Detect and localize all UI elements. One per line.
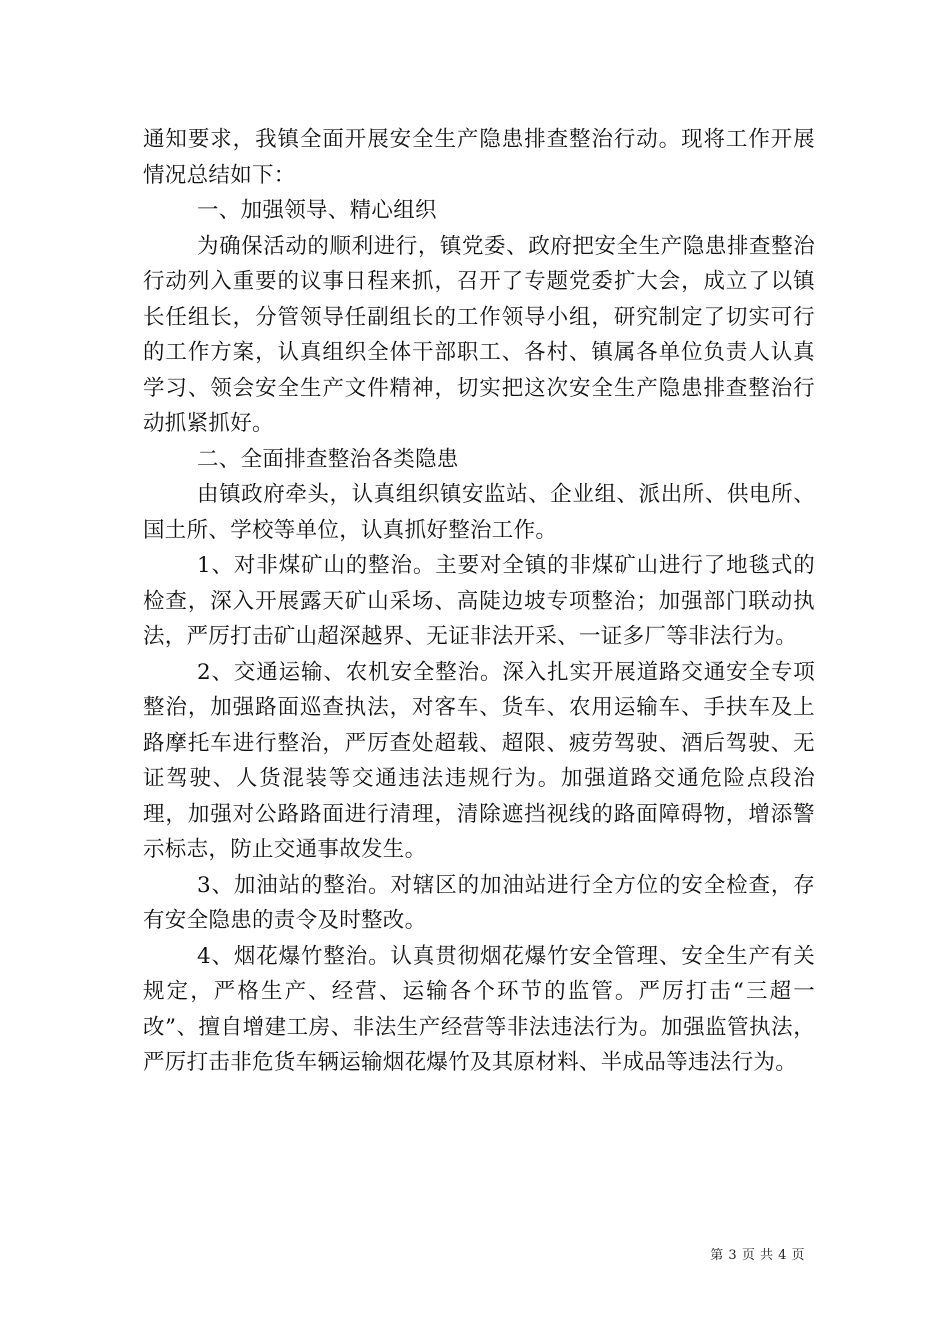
section-2-paragraph: 由镇政府牵头，认真组织镇安监站、企业组、派出所、供电所、国土所、学校等单位，认真抓好整治工作。: [143, 482, 815, 543]
item-4-paragraph: 4、烟花爆竹整治。认真贯彻烟花爆竹安全管理、安全生产有关规定，严格生产、经营、运输各个环节的监管。严厉打击“三超一改”、擅自增建工房、非法生产经营等非法违法行为。加强监管执法，严厉打击非危货车辆运输烟花爆竹及其原材料、半成品等违法行为。: [143, 943, 815, 1075]
document-body: [143, 122, 815, 1081]
intro-paragraph: 通知要求，我镇全面开展安全生产隐患排查整治行动。现将工作开展情况总结如下：: [143, 127, 815, 188]
item-2-paragraph: 2、交通运输、农机安全整治。深入扎实开展道路交通安全专项整治，加强路面巡查执法，对客车、货车、农用运输车、手扶车及上路摩托车进行整治，严厉查处超载、超限、疲劳驾驶、酒后驾驶、无证驾驶、人货混装等交通违法违规行为。加强道路交通危险点段治理，加强对公路路面进行清理，清除遮挡视线的路面障碍物，增添警示标志，防止交通事故发生。: [143, 659, 815, 862]
item-3-paragraph: 3、加油站的整治。对辖区的加油站进行全方位的安全检查，存有安全隐患的责令及时整改。: [143, 872, 815, 933]
page-number: 第 3 页 共 4 页: [710, 1248, 805, 1263]
section-heading-2: 二、全面排查整治各类隐患: [197, 446, 459, 472]
item-1-paragraph: 1、对非煤矿山的整治。主要对全镇的非煤矿山进行了地毯式的检查，深入开展露天矿山采场、高陡边坡专项整治；加强部门联动执法，严厉打击矿山超深越界、无证非法开采、一证多厂等非法行为。: [143, 553, 815, 649]
section-heading-1: 一、加强领导、精心组织: [197, 198, 437, 223]
section-1-paragraph: 为确保活动的顺利进行，镇党委、政府把安全生产隐患排查整治行动列入重要的议事日程来抓，召开了专题党委扩大会，成立了以镇长任组长，分管领导任副组长的工作领导小组，研究制定了切实可行的工作方案，认真组织全体干部职工、各村、镇属各单位负责人认真学习、领会安全生产文件精神，切实把这次安全生产隐患排查整治行动抓紧抓好。: [143, 233, 815, 436]
